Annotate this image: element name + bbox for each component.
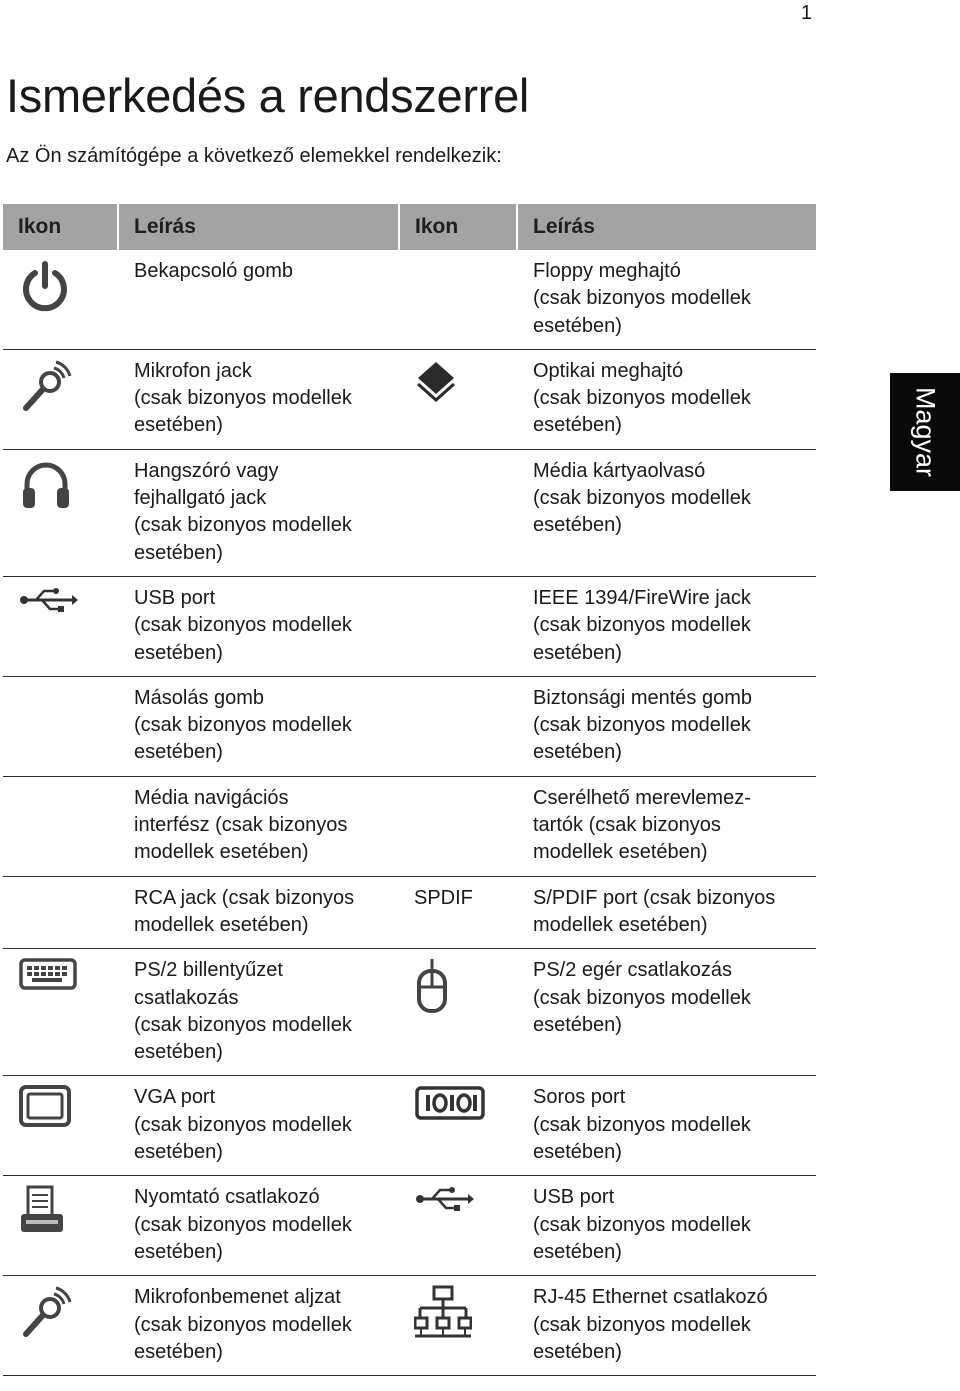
description-cell: Másolás gomb (csak bizonyos modellek esetében): [118, 676, 399, 776]
icon-cell: [399, 949, 517, 1076]
header-description-left: Leírás: [118, 204, 399, 250]
usb-icon: [414, 1184, 511, 1214]
table-row: [3, 1076, 816, 1176]
description-cell: Floppy meghajtó (csak bizonyos modellek esetében): [517, 250, 816, 349]
network-icon: [414, 1284, 511, 1340]
icon-cell: [399, 1076, 517, 1176]
table-row: [3, 676, 816, 776]
usb-icon: [18, 585, 112, 615]
page-title: Ismerkedés a rendszerrel: [6, 69, 530, 122]
mouse-icon: [414, 957, 511, 1013]
icon-cell: [3, 1076, 118, 1176]
icon-cell: [3, 250, 118, 349]
printer-icon: [18, 1184, 112, 1236]
page-number: 1: [800, 2, 812, 24]
table-row: [3, 876, 816, 949]
icon-cell: [399, 250, 517, 349]
header-icon-right: Ikon: [399, 204, 517, 250]
icon-cell: [399, 1276, 517, 1376]
icon-cell: [3, 349, 118, 449]
icon-cell: [399, 576, 517, 676]
header-description-right: Leírás: [517, 204, 816, 250]
description-cell: Biztonsági mentés gomb (csak bizonyos modellek esetében): [517, 676, 816, 776]
headphones-icon: [18, 458, 112, 512]
description-cell: Soros port (csak bizonyos modellek esetében): [517, 1076, 816, 1176]
keyboard-icon: [18, 957, 112, 991]
spdif-label: SPDIF: [414, 886, 473, 909]
description-cell: Mikrofonbemenet aljzat (csak bizonyos modellek esetében): [118, 1276, 399, 1376]
power-icon: [18, 258, 112, 316]
icon-cell: [3, 576, 118, 676]
icon-cell: [3, 776, 118, 876]
description-cell: Mikrofon jack (csak bizonyos modellek esetében): [118, 349, 399, 449]
icon-cell: [399, 349, 517, 449]
table-row: [3, 250, 816, 349]
table-row: [3, 1276, 816, 1376]
description-cell: Optikai meghajtó (csak bizonyos modellek esetében): [517, 349, 816, 449]
icon-cell: [399, 676, 517, 776]
optical-drive-icon: [414, 358, 511, 402]
description-cell: PS/2 egér csatlakozás (csak bizonyos modellek esetében): [517, 949, 816, 1076]
description-cell: USB port (csak bizonyos modellek esetében): [118, 576, 399, 676]
language-tab: [890, 373, 960, 491]
icon-cell: [3, 876, 118, 949]
description-cell: Cserélhető merevlemez- tartók (csak bizonyos modellek esetében): [517, 776, 816, 876]
icon-cell: [3, 1176, 118, 1276]
microphone-icon: [18, 1284, 112, 1340]
icon-cell: [399, 449, 517, 576]
icon-cell: [3, 1276, 118, 1376]
description-cell: RCA jack (csak bizonyos modellek esetében): [118, 876, 399, 949]
intro-text: Az Ön számítógépe a következő elemekkel rendelkezik:: [6, 145, 502, 167]
table-row: [3, 949, 816, 1076]
description-cell: Média navigációs interfész (csak bizonyos modellek esetében): [118, 776, 399, 876]
description-cell: RJ-45 Ethernet csatlakozó (csak bizonyos modellek esetében): [517, 1276, 816, 1376]
table-row: [3, 449, 816, 576]
description-cell: S/PDIF port (csak bizonyos modellek esetében): [517, 876, 816, 949]
icon-cell: [399, 1176, 517, 1276]
table-row: [3, 576, 816, 676]
description-cell: Média kártyaolvasó (csak bizonyos modellek esetében): [517, 449, 816, 576]
microphone-icon: [18, 358, 112, 414]
language-tab-label: Magyar: [910, 386, 941, 478]
icon-cell: [399, 876, 517, 949]
header-icon-left: Ikon: [3, 204, 118, 250]
description-cell: USB port (csak bizonyos modellek esetében): [517, 1176, 816, 1276]
table-row: [3, 1176, 816, 1276]
table-row: [3, 349, 816, 449]
table-row: [3, 776, 816, 876]
serial-port-icon: [414, 1084, 511, 1122]
description-cell: Hangszóró vagy fejhallgató jack (csak bizonyos modellek esetében): [118, 449, 399, 576]
description-cell: Nyomtató csatlakozó (csak bizonyos modellek esetében): [118, 1176, 399, 1276]
icon-cell: [3, 949, 118, 1076]
description-cell: VGA port (csak bizonyos modellek esetében): [118, 1076, 399, 1176]
icon-cell: [3, 449, 118, 576]
features-table: [3, 204, 816, 1376]
description-cell: IEEE 1394/FireWire jack (csak bizonyos modellek esetében): [517, 576, 816, 676]
description-cell: Bekapcsoló gomb: [118, 250, 399, 349]
monitor-icon: [18, 1084, 112, 1128]
icon-cell: [3, 676, 118, 776]
icon-cell: [399, 776, 517, 876]
description-cell: PS/2 billentyűzet csatlakozás (csak bizonyos modellek esetében): [118, 949, 399, 1076]
table-header-row: [3, 204, 816, 250]
